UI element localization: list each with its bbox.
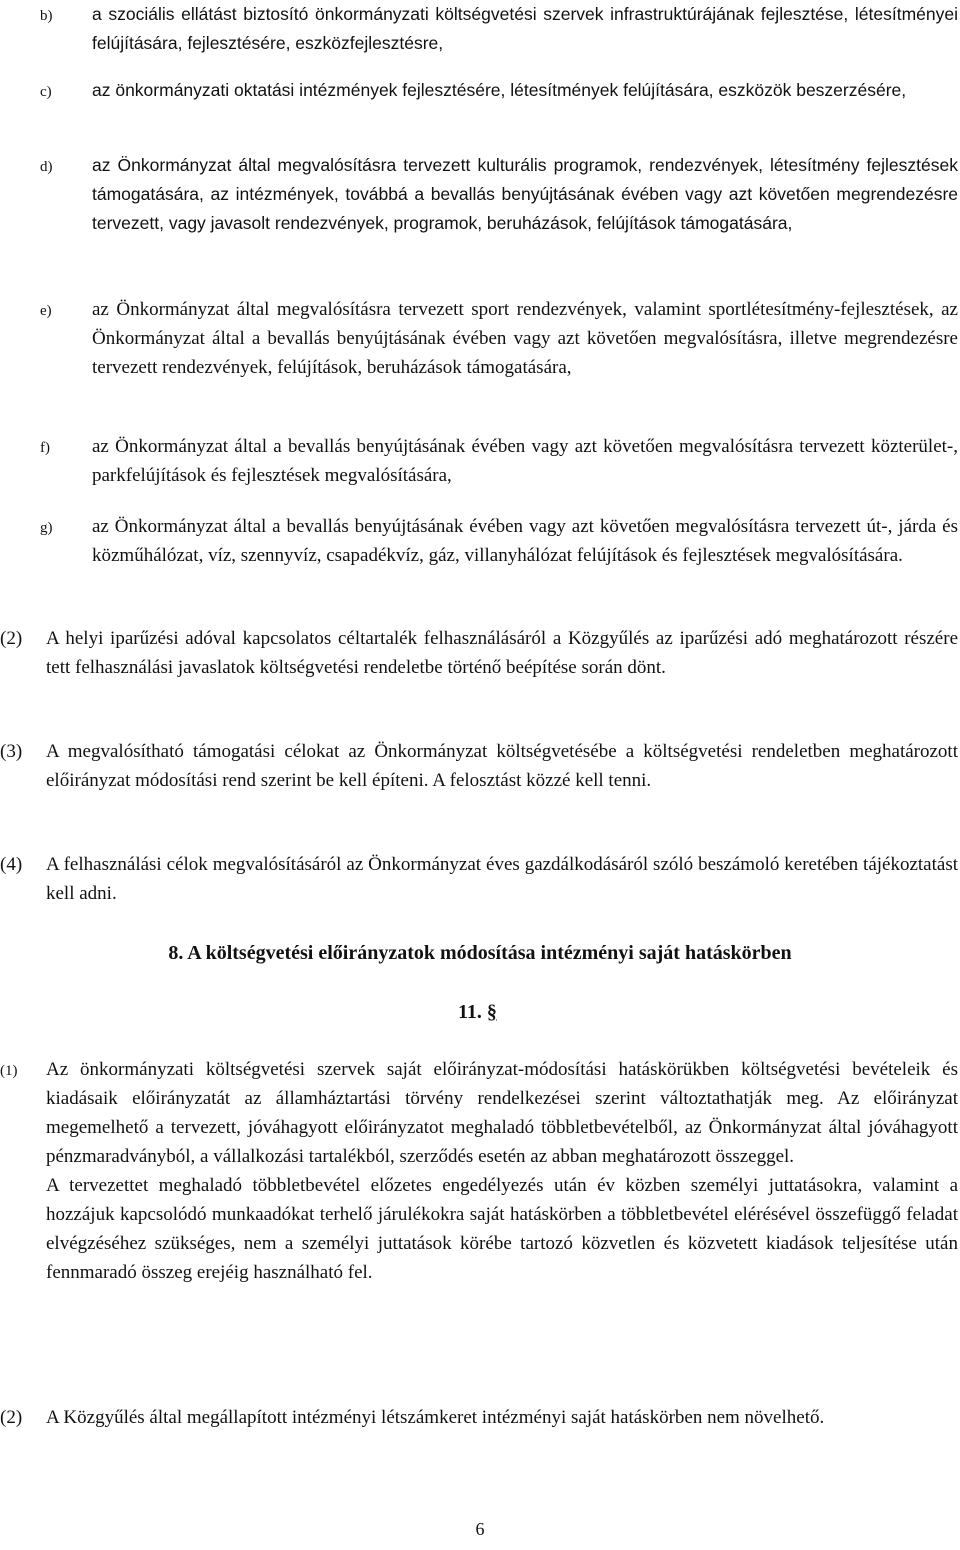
list-label: d) bbox=[40, 159, 53, 175]
section-heading: 8. A költségvetési előirányzatok módosítása intézményi saját hatáskörben bbox=[168, 942, 792, 964]
list-label: c) bbox=[40, 84, 52, 100]
list-label: b) bbox=[40, 8, 53, 24]
paragraph-label: (1) bbox=[0, 1063, 18, 1079]
list-text: a szociális ellátást biztosító önkormányzati költségvetési szervek infrastruktúrájának fejlesztése, létesítményei felújítására, fejlesztésére, eszközfejlesztésre, bbox=[92, 4, 958, 53]
list-text: az Önkormányzat által megvalósításra tervezett sport rendezvények, valamint sportlétesítmény-fejlesztések, az Önkormányzat által a bevallás benyújtásának évében vagy azt követően megvalósításra, illetve megrendezésre tervezett rendezvények, felújítások, beruházások támogatására, bbox=[92, 299, 958, 378]
list-text: az önkormányzati oktatási intézmények fejlesztésére, létesítmények felújítására, eszközök beszerzésére, bbox=[92, 80, 907, 100]
paragraph-text: A felhasználási célok megvalósításáról az Önkormányzat éves gazdálkodásáról szóló beszámoló keretében tájékoztatást kell adni. bbox=[46, 854, 958, 904]
paragraph-label: (2) bbox=[0, 1407, 23, 1428]
paragraph-text: A helyi iparűzési adóval kapcsolatos céltartalék felhasználásáról a Közgyűlés az iparűzési adó meghatározott részére tett felhasználási javaslatok költségvetési rendeletbe történő beépítése során dönt. bbox=[46, 628, 958, 678]
section-sign: § bbox=[486, 1001, 497, 1023]
paragraph-text: A megvalósítható támogatási célokat az Önkormányzat költségvetésébe a költségvetési rendeletben meghatározott előirányzat módosítási rend szerint be kell építeni. A felosztást közzé kell tenni. bbox=[46, 741, 958, 791]
paragraph-text bbox=[46, 1055, 958, 1287]
paragraph-label: (3) bbox=[0, 741, 23, 762]
paragraph-text-part-1: Az önkormányzati költségvetési szervek saját előirányzat-módosítási hatáskörükben költségvetési bevételeik és kiadásaik előirányzatát az államháztartási törvény rendelkezései szerint változtathatják meg. Az előirányzat megemelhető a tervezett, jóváhagyott előirányzatot meghaladó többletbevételből, az Önkormányzat által jóváhagyott pénzmaradványból, a vállalkozási tartalékból, szerződés esetén az abban meghatározott összeggel. bbox=[46, 1059, 958, 1167]
paragraph-text: A Közgyűlés által megállapított intézményi létszámkeret intézményi saját hatáskörben nem növelhető. bbox=[46, 1407, 825, 1428]
list-text: az Önkormányzat által a bevallás benyújtásának évében vagy azt követően megvalósításra tervezett út-, járda és közműhálózat, víz, szennyvíz, csapadékvíz, gáz, villanyhálózat felújítások és fejlesztések megvalósítására. bbox=[92, 516, 958, 566]
paragraph-label: (2) bbox=[0, 628, 23, 649]
paragraph-number bbox=[458, 998, 497, 1027]
list-label: f) bbox=[40, 440, 50, 456]
list-text: az Önkormányzat által a bevallás benyújtásának évében vagy azt követően megvalósításra tervezett közterület-, parkfelújítások és fejlesztések megvalósítására, bbox=[92, 436, 958, 486]
list-label: g) bbox=[40, 520, 53, 536]
paragraph-label: (4) bbox=[0, 854, 23, 875]
page-number: 6 bbox=[475, 1519, 485, 1539]
paragraph-number-value: 11. bbox=[458, 1001, 482, 1023]
list-text: az Önkormányzat által megvalósításra tervezett kulturális programok, rendezvények, létesítmény fejlesztések támogatására, az intézmények, továbbá a bevallás benyújtásának évében vagy azt követően megrendezésre tervezett, vagy javasolt rendezvények, programok, beruházások, felújítások támogatására, bbox=[92, 155, 958, 233]
list-label: e) bbox=[40, 303, 52, 319]
paragraph-text-part-2: A tervezettet meghaladó többletbevétel előzetes engedélyezés után év közben személyi juttatásokra, valamint a hozzájuk kapcsolódó munkaadókat terhelő járulékokra saját hatáskörben a többletbevétel elérésével összefüggő feladat elvégzéséhez szükséges, nem a személyi juttatások körébe tartozó közvetlen és közvetett kiadások teljesítése után fennmaradó összeg erejéig használható fel. bbox=[46, 1175, 958, 1283]
